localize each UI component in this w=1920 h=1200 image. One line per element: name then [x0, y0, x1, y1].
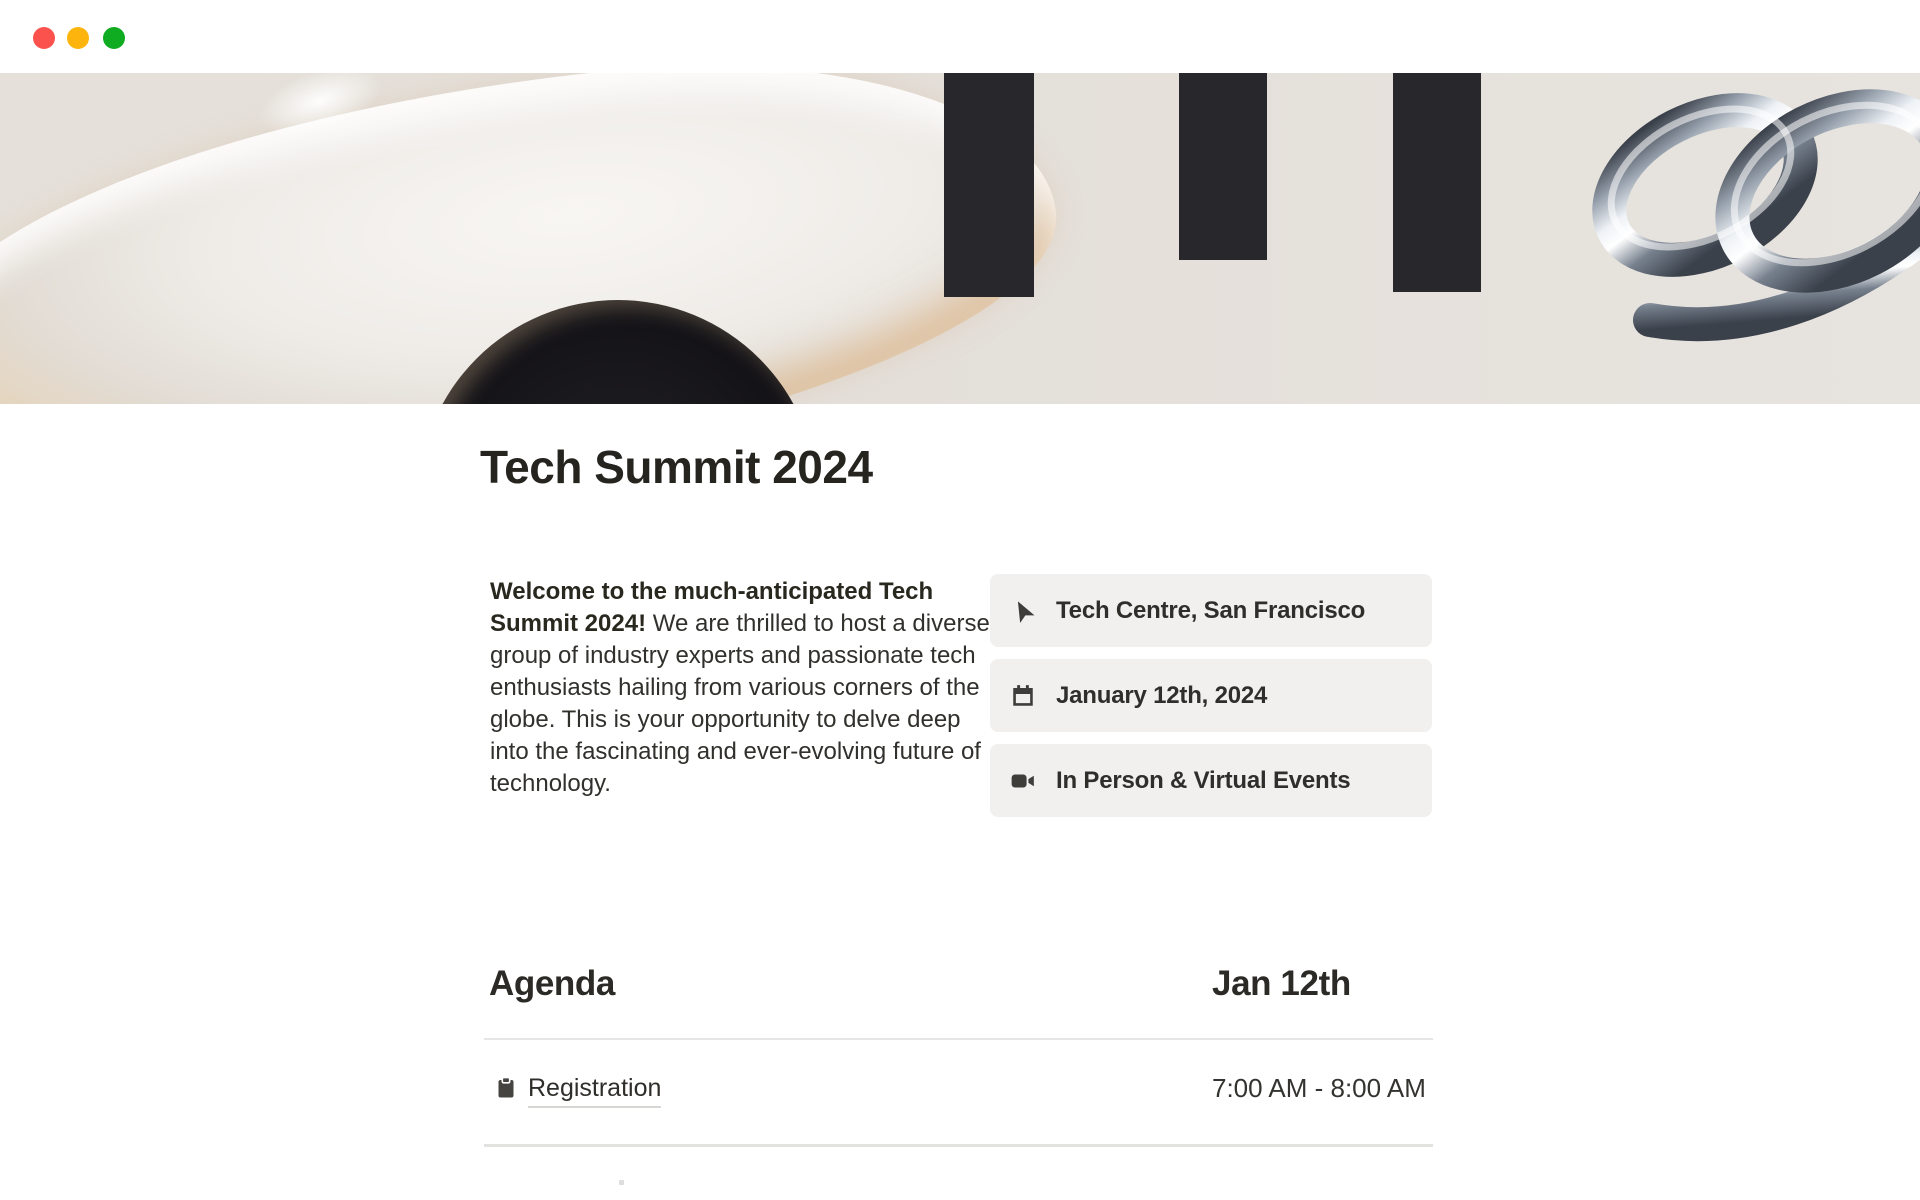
video-camera-icon	[1010, 768, 1036, 794]
calendar-icon	[1010, 683, 1036, 709]
info-card-label: In Person & Virtual Events	[1056, 766, 1351, 794]
cover-chrome-squiggle	[1520, 73, 1920, 404]
divider	[484, 1038, 1433, 1040]
info-card-location	[990, 574, 1432, 647]
info-cards	[990, 574, 1432, 817]
cover-image	[0, 73, 1920, 404]
welcome-paragraph-text: We are thrilled to host a diverse group of industry experts and passionate tech enthusiasts hailing from various corners of the globe. This is your opportunity to delve deep into the fascinating and ever-evolving future of technology.	[490, 610, 990, 797]
page-title: Tech Summit 2024	[480, 441, 873, 493]
window-titlebar	[0, 0, 1920, 73]
window-zoom-button[interactable]	[103, 27, 125, 49]
agenda-date-heading: Jan 12th	[1212, 964, 1351, 1003]
window-minimize-button[interactable]	[67, 27, 89, 49]
info-card-label: Tech Centre, San Francisco	[1056, 596, 1366, 624]
welcome-paragraph	[490, 576, 995, 800]
location-arrow-icon	[1010, 598, 1036, 624]
divider	[484, 1144, 1433, 1147]
window-close-button[interactable]	[33, 27, 55, 49]
info-card-format	[990, 744, 1432, 817]
info-card-label: January 12th, 2024	[1056, 681, 1268, 709]
agenda-heading: Agenda	[489, 964, 615, 1003]
next-item-peek	[619, 1180, 624, 1185]
cover-bar-shape	[1179, 73, 1267, 260]
cover-bar-shape	[944, 73, 1034, 297]
agenda-section	[484, 960, 1433, 1200]
cover-bar-shape	[1393, 73, 1481, 292]
info-card-date	[990, 659, 1432, 732]
agenda-item-link[interactable]: Registration	[528, 1074, 661, 1108]
clipboard-icon	[494, 1076, 518, 1105]
agenda-item-time: 7:00 AM - 8:00 AM	[1212, 1073, 1426, 1103]
agenda-row-registration	[484, 1068, 1433, 1112]
welcome-paragraph-bold: Welcome to the much-anticipated Tech Summit 2024!	[490, 578, 934, 637]
